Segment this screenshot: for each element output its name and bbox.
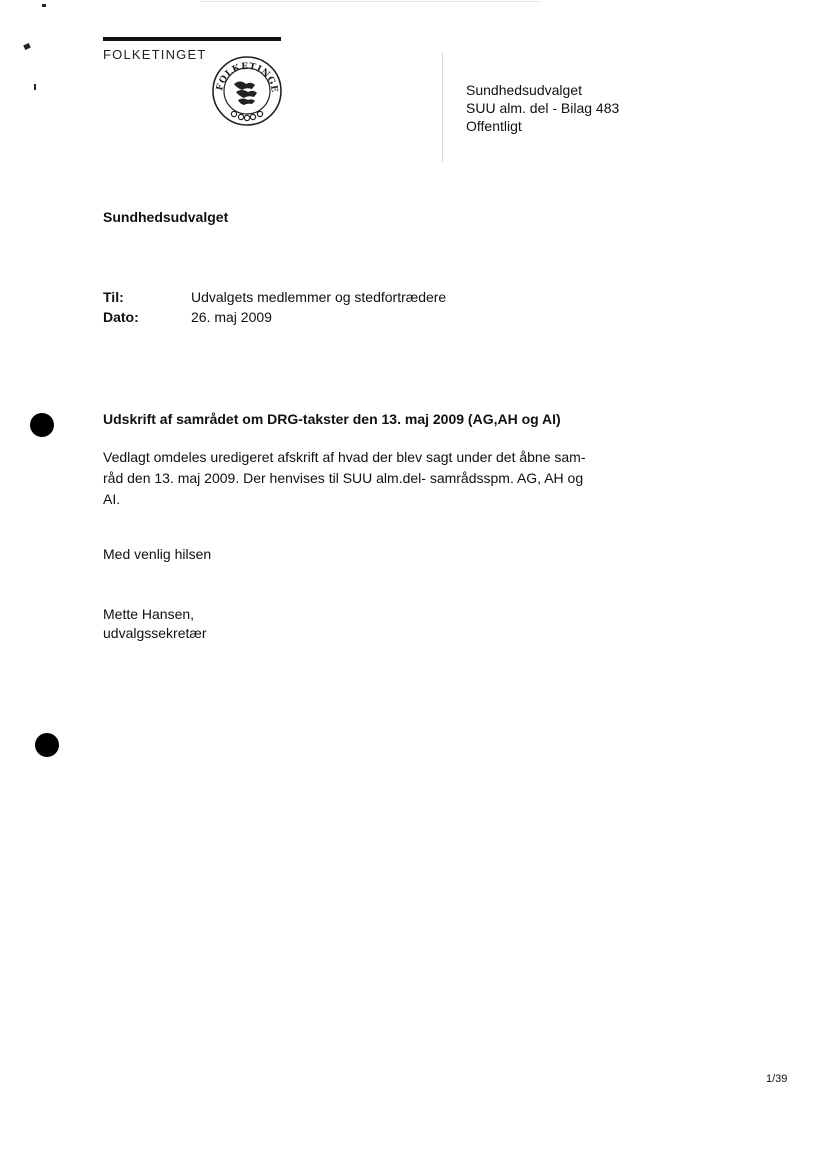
body-paragraph <box>103 447 586 510</box>
signature-block <box>103 605 207 643</box>
scan-speck <box>23 43 31 50</box>
punch-hole <box>30 413 54 437</box>
scan-speck <box>42 4 46 7</box>
punch-hole <box>35 733 59 757</box>
body-line: Vedlagt omdeles uredigeret afskrift af hvad der blev sagt under det åbne sam- <box>103 449 586 465</box>
date-value: 26. maj 2009 <box>191 309 272 325</box>
organization-name: FOLKETINGET <box>103 47 207 62</box>
header-divider <box>442 52 443 162</box>
svg-text:FOLKETINGET: FOLKETINGE <box>215 61 280 94</box>
signer-name: Mette Hansen, <box>103 606 195 622</box>
body-line: AI. <box>103 491 121 507</box>
reference-status: Offentligt <box>466 118 522 134</box>
seal-icon <box>210 54 284 128</box>
to-label: Til: <box>103 289 124 305</box>
subject-heading: Udskrift af samrådet om DRG-takster den 13. maj 2009 (AG,AH og AI) <box>103 411 561 427</box>
document-reference <box>466 81 619 135</box>
letterhead-rule <box>103 37 281 41</box>
closing-greeting: Med venlig hilsen <box>103 546 212 562</box>
page-number: 1/39 <box>766 1073 788 1085</box>
scan-speck <box>34 84 36 90</box>
date-label: Dato: <box>103 309 139 325</box>
folketinget-seal-logo <box>210 54 284 128</box>
scan-edge-top <box>200 1 540 2</box>
reference-committee: Sundhedsudvalget <box>466 82 582 98</box>
reference-document-id: SUU alm. del - Bilag 483 <box>466 100 620 116</box>
to-value: Udvalgets medlemmer og stedfortrædere <box>191 289 447 305</box>
signer-title: udvalgssekretær <box>103 625 207 641</box>
committee-heading: Sundhedsudvalget <box>103 209 229 225</box>
body-line: råd den 13. maj 2009. Der henvises til SUU alm.del- samrådsspm. AG, AH og <box>103 470 584 486</box>
